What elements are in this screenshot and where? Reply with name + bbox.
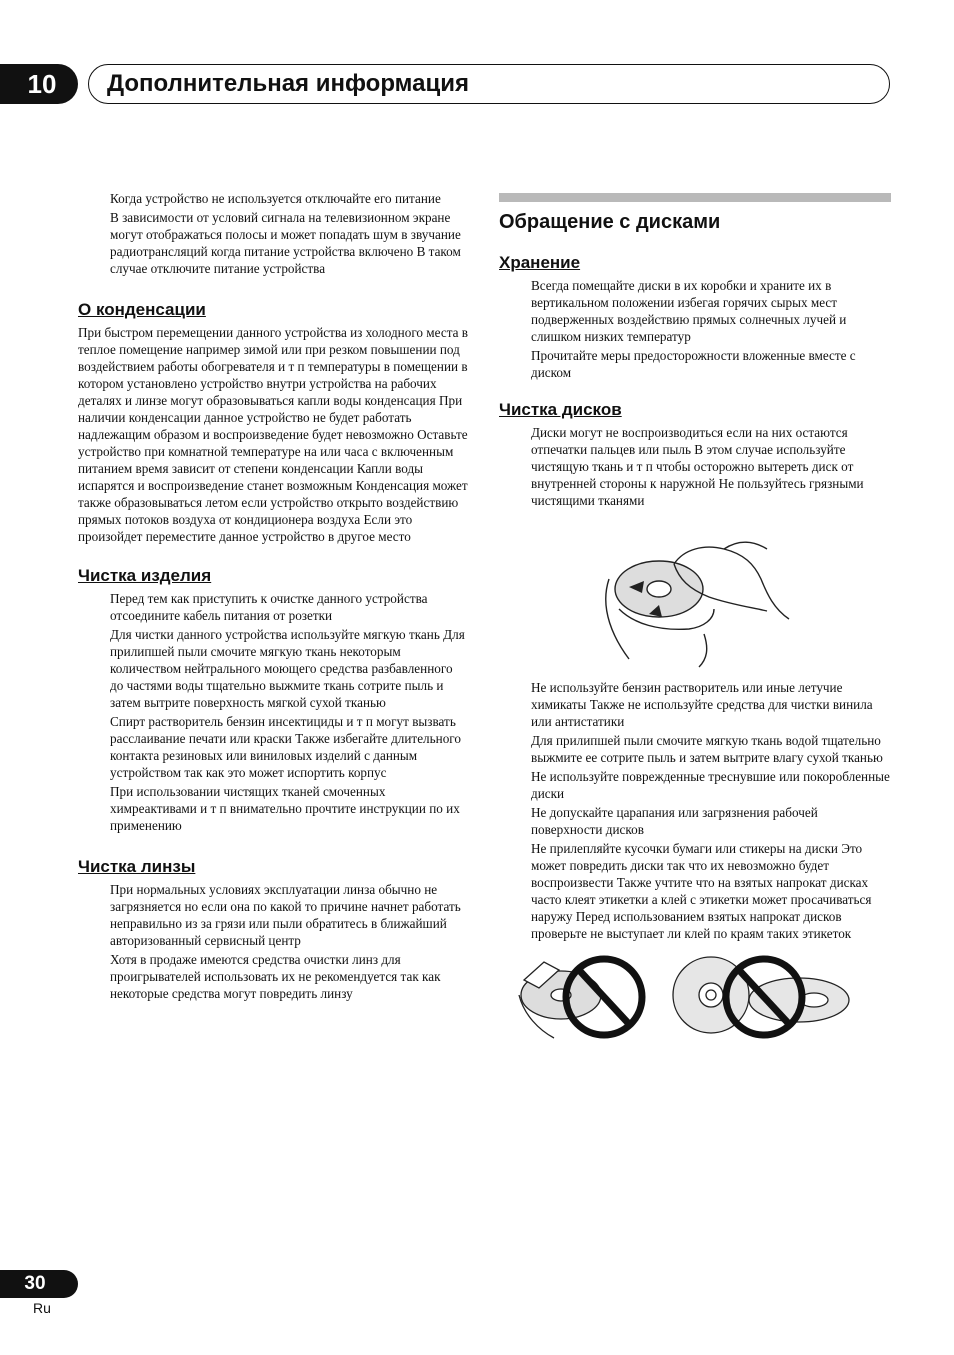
chapter-number-badge xyxy=(0,64,78,104)
list-item: В зависимости от условий сигнала на телевизионном экране могут отображаться полосы и может попадать шум в звучание радиотрансляций когда питание устройства включено В таком случае отключите питание устройства xyxy=(110,210,461,276)
list-item: При использовании чистящих тканей смоченных химреактивами и т п внимательно прочтите инструкции по их применению xyxy=(110,784,460,833)
storage-heading: Хранение xyxy=(499,253,581,272)
disc-wiping-illustration xyxy=(499,519,891,669)
list-item: Всегда помещайте диски в их коробки и храните их в вертикальном положении избегая горячих сырых мест подверженных воздействию прямых солнечных лучей и слишком низких температур xyxy=(531,278,847,344)
section-rule xyxy=(499,193,891,202)
lens-cleaning-heading: Чистка линзы xyxy=(78,857,196,876)
list-item: Не прилепляйте кусочки бумаги или стикеры на диски Это может повредить диски так что их невозможно будет воспроизвести Также учтите что на взятых напрокат дисках часто клеят этикетки а клей с этикетки может просачиваться наружу Перед использованием взятых напрокат дисков проверьте не выступает ли клей по краям таких этикеток xyxy=(531,841,872,941)
page-number: 30 xyxy=(24,1273,46,1294)
lens-cleaning-list xyxy=(78,881,468,1002)
condensation-text: При быстром перемещении данного устройства из холодного места в теплое помещение например зимой или при резком повышении под воздействием работы обогревателя и т п температуры в помещении в котором установлено устройство внутри устройства на рабочих деталях и линзе могут образовываться капли воды конденсация При наличии конденсации данное устройство не будет работать надлежащим образом и воспроизведение будет невозможно Оставьте устройство при комнатной температуре на или часа с включенным питанием время зависит от степени конденсации Капли воды испарятся и воспроизведение станет возможным Конденсация может также образовываться летом если устройство открыто воздействию прямых потоков воздуха от кондиционера воздуха Если это произойдет переместите данное устройство в другое место xyxy=(78,325,468,544)
language-code: Ru xyxy=(33,1300,51,1316)
disc-cleaning-heading: Чистка дисков xyxy=(499,400,622,419)
product-cleaning-list xyxy=(78,590,468,834)
section-title: Обращение с дисками xyxy=(499,211,721,233)
list-item: Перед тем как приступить к очистке данного устройства отсоедините кабель питания от розетки xyxy=(110,591,428,623)
disc-cleaning-list xyxy=(499,679,891,942)
chapter-number: 10 xyxy=(27,68,57,99)
chapter-title: Дополнительная информация xyxy=(107,70,469,97)
storage-list xyxy=(499,277,891,381)
list-item: Не используйте поврежденные треснувшие или покоробленные диски xyxy=(531,769,890,801)
page-number-badge xyxy=(0,1270,78,1298)
list-item: Диски могут не воспроизводиться если на них остаются отпечатки пальцев или пыль В этом случае используйте чистящую ткань и т п чтобы осторожно вытереть диск от внутренней стороны к наружной Не пользуйтесь грязными чистящими тканями xyxy=(531,425,864,508)
list-item: Хотя в продаже имеются средства очистки линз для проигрывателей использовать их не рекомендуется так как некоторые средства могут повредить линзу xyxy=(110,952,441,1001)
condensation-heading: О конденсации xyxy=(78,300,206,319)
list-item: Не используйте бензин растворитель или иные летучие химикаты Также не используйте средства для чистки винила или антистатики xyxy=(531,680,873,729)
list-item: При нормальных условиях эксплуатации линза обычно не загрязняется но если она по какой то причине начнет работать неправильно из за грязи или пыли обратитесь в ближайший авторизованный сервисный центр xyxy=(110,882,461,948)
list-item: Прочитайте меры предосторожности вложенные вместе с диском xyxy=(531,348,856,380)
list-item: Спирт растворитель бензин инсектициды и т п могут вызвать расслаивание печати или краски Также избегайте длительного контакта резиновых или виниловых изделий с данным устройством так как это может испортить корпус xyxy=(110,714,461,780)
left-column xyxy=(78,190,468,1004)
list-item: Для прилипшей пыли смочите мягкую ткань водой тщательно выжмите ее сотрите пыль и затем вытрите влагу сухой тканью xyxy=(531,733,883,765)
list-item: Когда устройство не используется отключайте его питание xyxy=(110,191,441,206)
disc-cleaning-intro-list xyxy=(499,424,891,509)
product-cleaning-heading: Чистка изделия xyxy=(78,566,212,585)
list-item: Не допускайте царапания или загрязнения рабочей поверхности дисков xyxy=(531,805,818,837)
intro-list xyxy=(78,190,468,277)
list-item: Для чистки данного устройства используйте мягкую ткань Для прилипшей пыли смочите мягкую ткань некоторым количеством нейтрального моющего средства разбавленного до частями воды тщательно выжмите ткань сотрите пыль и затем вытрите поверхность мягкой сухой тканью xyxy=(110,627,465,710)
chapter-title-box xyxy=(88,64,890,104)
sticker-prohibited-illustration xyxy=(499,950,891,1045)
right-column xyxy=(499,193,891,1045)
